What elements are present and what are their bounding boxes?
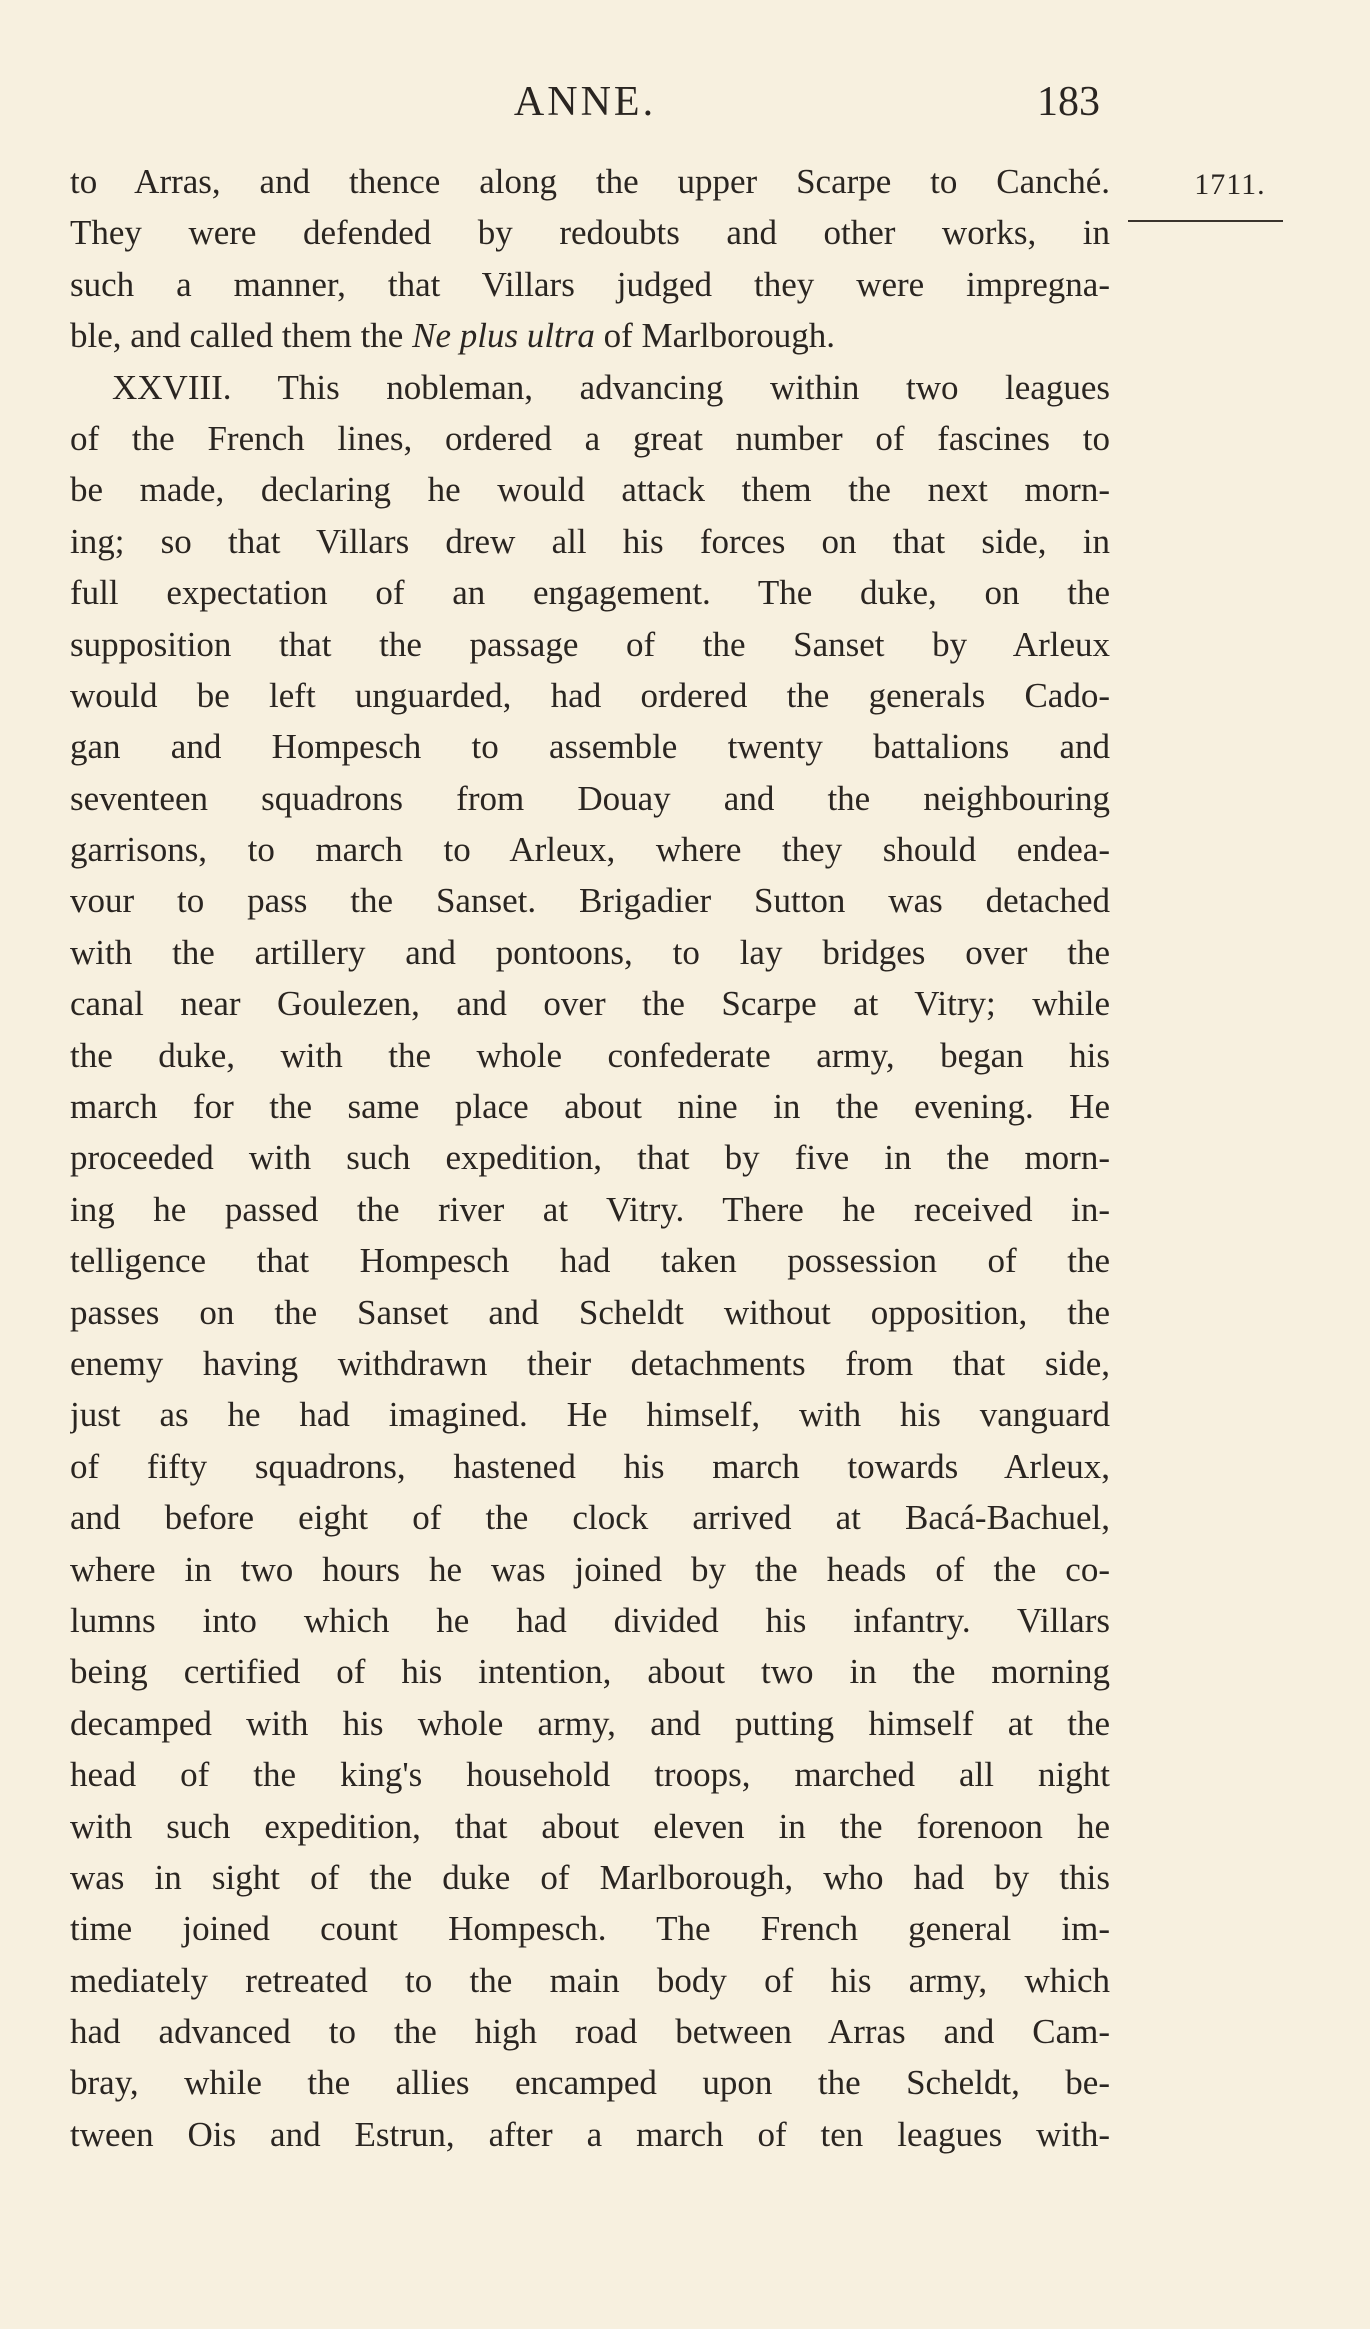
text-line: passes on the Sanset and Scheldt without opposition, the bbox=[70, 1292, 1110, 1332]
text-line: mediately retreated to the main body of his army, which bbox=[70, 1960, 1110, 2000]
text-line: where in two hours he was joined by the heads of the co- bbox=[70, 1549, 1110, 1589]
text-line: enemy having withdrawn their detachments from that side, bbox=[70, 1343, 1110, 1383]
text-line: with the artillery and pontoons, to lay bridges over the bbox=[70, 932, 1110, 972]
margin-rule bbox=[1128, 220, 1283, 222]
text-line: being certified of his intention, about two in the morning bbox=[70, 1652, 1110, 1692]
text-line: bray, while the allies encamped upon the Scheldt, be- bbox=[70, 2063, 1110, 2103]
text-line: canal near Goulezen, and over the Scarpe at Vitry; while bbox=[70, 984, 1110, 1024]
running-head: ANNE. bbox=[513, 79, 657, 125]
page-number: 183 bbox=[1037, 79, 1100, 125]
text-line: garrisons, to march to Arleux, where they should endea- bbox=[70, 830, 1110, 870]
text-line: gan and Hompesch to assemble twenty battalions and bbox=[70, 727, 1110, 767]
text-segment: of Marlborough. bbox=[594, 316, 835, 356]
text-line: tween Ois and Estrun, after a march of ten leagues with- bbox=[70, 2114, 1110, 2154]
body-text bbox=[70, 156, 1110, 2160]
text-line: such a manner, that Villars judged they were impregna- bbox=[70, 264, 1110, 304]
margin-note bbox=[1170, 168, 1290, 202]
text-line: head of the king's household troops, marched all night bbox=[70, 1755, 1110, 1795]
text-line: of the French lines, ordered a great number of fascines to bbox=[70, 418, 1110, 458]
text-line: They were defended by redoubts and other works, in bbox=[70, 213, 1110, 253]
text-line: had advanced to the high road between Arras and Cam- bbox=[70, 2012, 1110, 2052]
text-line: telligence that Hompesch had taken possession of the bbox=[70, 1241, 1110, 1281]
text-line: to Arras, and thence along the upper Scarpe to Canché. bbox=[70, 162, 1110, 201]
text-line: full expectation of an engagement. The duke, on the bbox=[70, 573, 1110, 613]
margin-year: 1711. bbox=[1194, 168, 1266, 201]
text-line: seventeen squadrons from Douay and the neighbouring bbox=[70, 778, 1110, 818]
text-line: lumns into which he had divided his infantry. Villars bbox=[70, 1600, 1110, 1640]
text-line: vour to pass the Sanset. Brigadier Sutton was detached bbox=[70, 881, 1110, 921]
text-line: time joined count Hompesch. The French general im- bbox=[70, 1909, 1110, 1949]
text-line: ing; so that Villars drew all his forces on that side, in bbox=[70, 521, 1110, 561]
text-line: proceeded with such expedition, that by five in the morn- bbox=[70, 1138, 1110, 1178]
text-line: decamped with his whole army, and putting himself at the bbox=[70, 1703, 1110, 1743]
text-line: was in sight of the duke of Marlborough, who had by this bbox=[70, 1857, 1110, 1897]
text-segment: ble, and called them the bbox=[70, 316, 413, 356]
text-line: be made, declaring he would attack them the next morn- bbox=[70, 470, 1110, 510]
text-line: the duke, with the whole confederate army, began his bbox=[70, 1035, 1110, 1075]
text-line: march for the same place about nine in the evening. He bbox=[70, 1087, 1110, 1127]
italic-phrase: Ne plus ultra bbox=[412, 316, 595, 356]
text-line: supposition that the passage of the Sanset by Arleux bbox=[70, 624, 1110, 664]
text-line: ing he passed the river at Vitry. There he received in- bbox=[70, 1189, 1110, 1229]
text-line: would be left unguarded, had ordered the generals Cado- bbox=[70, 675, 1110, 715]
text-line: of fifty squadrons, hastened his march towards Arleux, bbox=[70, 1446, 1110, 1486]
text-line: and before eight of the clock arrived at Bacá-Bachuel, bbox=[70, 1498, 1110, 1538]
text-line bbox=[70, 310, 1110, 361]
text-line: with such expedition, that about eleven in the forenoon he bbox=[70, 1806, 1110, 1846]
text-line: just as he had imagined. He himself, with his vanguard bbox=[70, 1395, 1110, 1435]
page-header bbox=[70, 78, 1100, 138]
text-line: XXVIII. This nobleman, advancing within two leagues bbox=[112, 367, 1110, 407]
